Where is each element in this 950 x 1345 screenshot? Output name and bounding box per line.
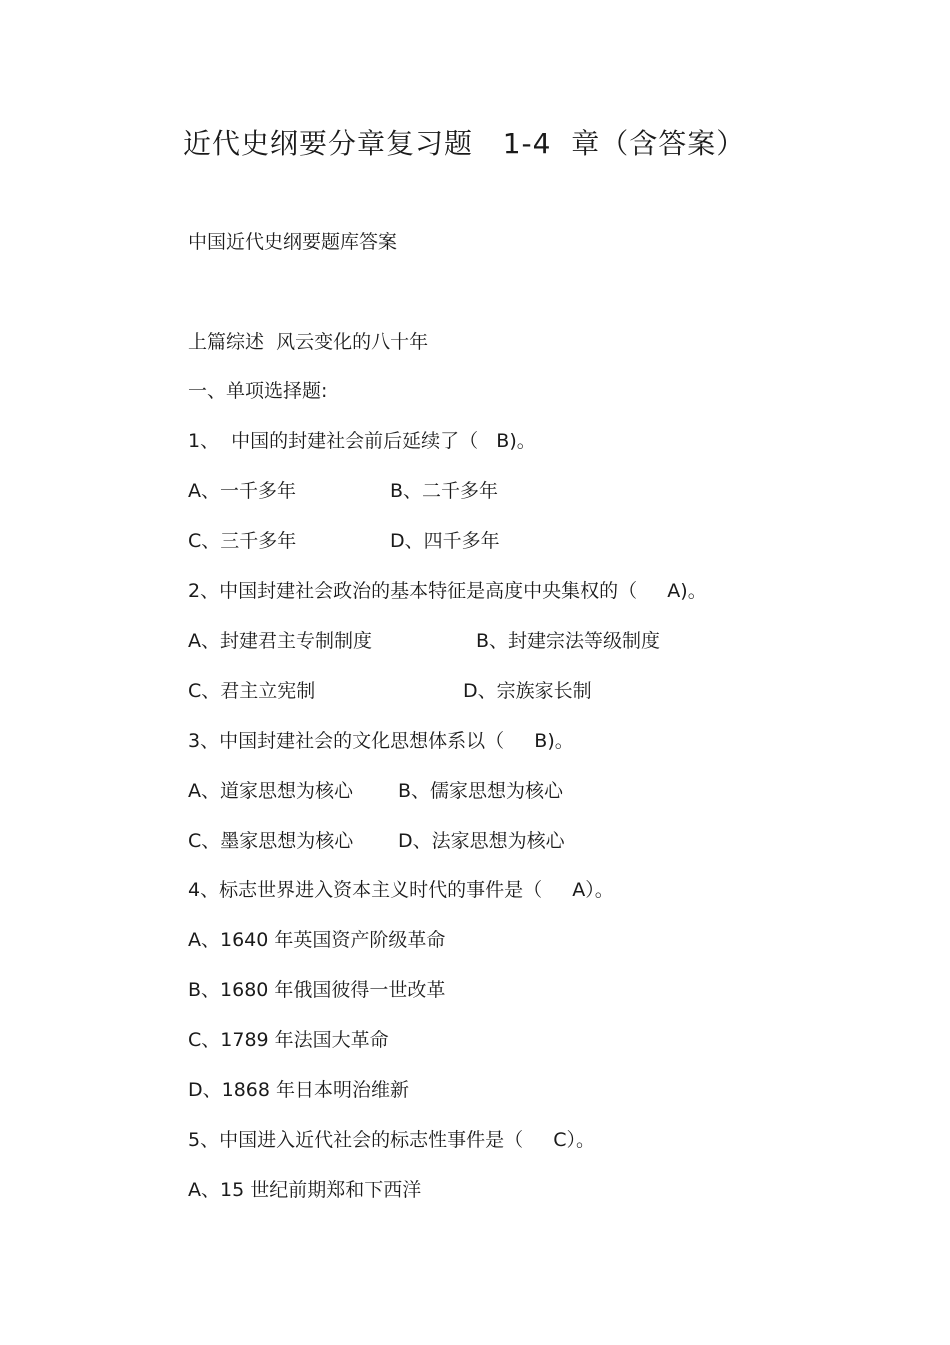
q2-option-c: C、君主立宪制 [188,680,316,702]
question-2: 2、中国封建社会政治的基本特征是高度中央集权的（ A)。 [188,580,707,602]
subtitle: 中国近代史纲要题库答案 [188,231,398,253]
question-3: 3、中国封建社会的文化思想体系以（ B)。 [188,730,574,752]
q3-option-b: B、儒家思想为核心 [398,780,564,802]
q4-option-b: B、1680 年俄国彼得一世改革 [188,979,446,1001]
part-heading: 一、单项选择题: [188,380,328,402]
q2-option-b: B、封建宗法等级制度 [476,630,661,652]
q3-option-c: C、墨家思想为核心 [188,830,354,852]
question-1: 1、 中国的封建社会前后延续了（ B)。 [188,430,536,452]
section-heading: 上篇综述 风云变化的八十年 [188,331,429,353]
q4-option-a: A、1640 年英国资产阶级革命 [188,929,446,951]
page-title: 近代史纲要分章复习题 1-4 章（含答案） [183,127,746,160]
q2-option-d: D、宗族家长制 [463,680,592,702]
q4-option-c: C、1789 年法国大革命 [188,1029,389,1051]
question-4: 4、标志世界进入资本主义时代的事件是（ A）。 [188,879,614,901]
q1-option-b: B、二千多年 [390,480,499,502]
q5-option-a: A、15 世纪前期郑和下西洋 [188,1179,422,1201]
q2-option-a: A、封建君主专制制度 [188,630,372,652]
q3-option-a: A、道家思想为核心 [188,780,353,802]
q4-option-d: D、1868 年日本明治维新 [188,1079,410,1101]
q1-option-a: A、一千多年 [188,480,296,502]
q1-option-c: C、三千多年 [188,530,297,552]
q3-option-d: D、法家思想为核心 [398,830,565,852]
question-5: 5、中国进入近代社会的标志性事件是（ C）。 [188,1129,596,1151]
q1-option-d: D、四千多年 [390,530,500,552]
